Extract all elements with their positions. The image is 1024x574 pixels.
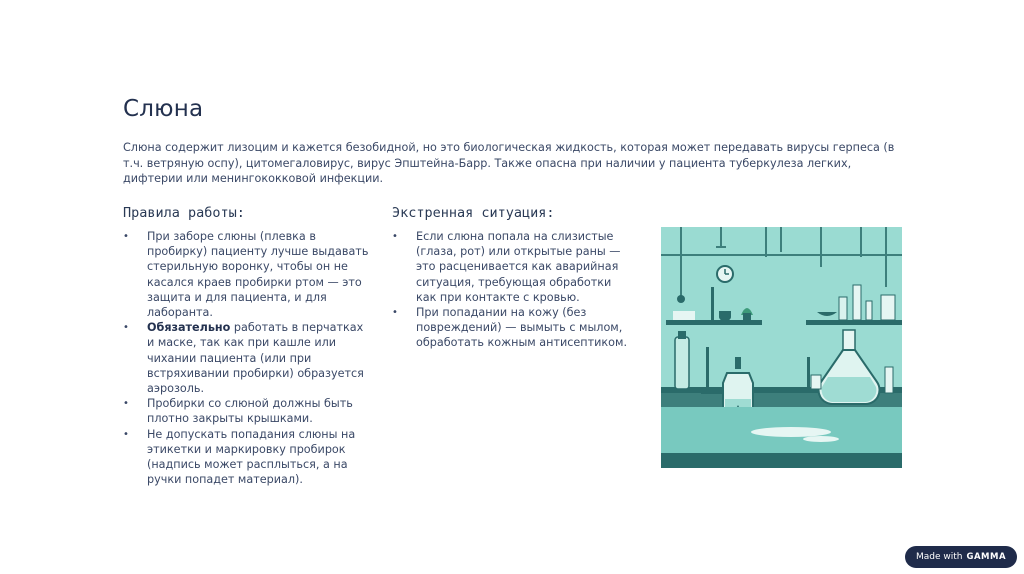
rules-list — [123, 229, 373, 487]
list-item — [392, 229, 632, 305]
list-item-text: Не допускать попадания слюны на этикетки и маркировку пробирок (надпись может расплыться, а на ручки попадет материал). — [147, 427, 356, 487]
page-title: Слюна — [123, 96, 204, 122]
emergency-heading: Экстренная ситуация: — [392, 205, 555, 221]
list-item-text: При попадании на кожу (без повреждений) — вымыть с мылом, обработать кожным антисептиком. — [416, 306, 628, 350]
list-item-bold: Обязательно — [147, 321, 231, 335]
lab-illustration — [661, 227, 902, 468]
list-item-text: При заборе слюны (плевка в пробирку) пациенту лучше выдавать стерильную воронку, чтобы он не касался краев пробирки ртом — это защита и для пациента, и для лаборанта. — [147, 230, 369, 320]
gamma-logo: GAMMA — [966, 552, 1007, 562]
list-item — [392, 305, 632, 351]
intro-paragraph: Слюна содержит лизоцим и кажется безобидной, но это биологическая жидкость, которая может передавать вирусы герпеса (в т.ч. ветряную оспу), цитомегаловирус, вирус Эпштейна-Барр. Также опасна при наличии у пациента туберкулеза легких, дифтерии или менингококковой инфекции. — [123, 141, 895, 186]
list-item — [123, 229, 373, 320]
badge-prefix: Made with — [915, 552, 963, 562]
list-item — [123, 320, 373, 396]
list-item-text: работать в перчатках и маске, так как при кашле или чихании пациента (или при встряхивании пробирки) образуется аэрозоль. — [147, 321, 364, 396]
emergency-list — [392, 229, 632, 351]
list-item — [123, 396, 373, 426]
rules-heading: Правила работы: — [123, 205, 245, 221]
list-item-text: Если слюна попала на слизистые (глаза, рот) или открытые раны — это расценивается как аварийная ситуация, требующая обработки как при контакте с кровью. — [416, 230, 621, 304]
made-with-gamma-badge[interactable] — [905, 546, 1017, 568]
list-item — [123, 427, 373, 488]
list-item-text: Пробирки со слюной должны быть плотно закрыты крышками. — [147, 397, 353, 426]
